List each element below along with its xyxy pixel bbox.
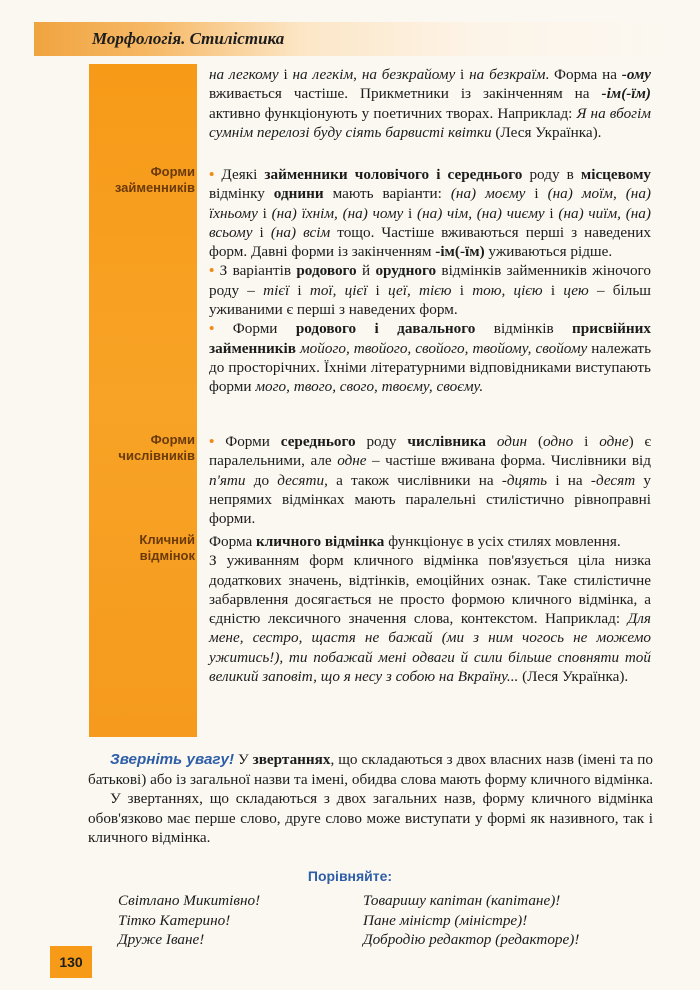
compare-title: Порівняйте:: [307, 868, 393, 884]
sidebar-label-pronouns: Форми займенників: [114, 164, 195, 195]
intro-paragraph: [209, 65, 651, 142]
compare-right-item: Товаришу капітан (капітане)!: [363, 892, 561, 909]
sidebar-label-vocative: Кличний відмінок: [139, 532, 195, 563]
sidebar-label-numerals: Форми числівників: [118, 432, 195, 463]
compare-right-item: Пане міністр (міністре)!: [363, 911, 528, 929]
numerals-paragraph: • Форми середнього роду числівника один (одно і одне) є паралельними, але одне – частіше вживана форма. Числівники від п'яти до десяти, а також числівники на -дцять і на -десят у непрямих відмінках мають паралельні стилістично рівноправні форми.: [209, 433, 652, 528]
vocative-section: [209, 532, 651, 686]
attention-paragraph-1: Зверніть увагу! У звертаннях, що складаються з двох власних назв (імені та по батькові) або із загальної назви та імені, обидва слова мають форму кличного відмінка.: [88, 751, 653, 788]
vocative-paragraph-2: З уживанням форм кличного відмінка пов'язується ціла низка додаткових значень, відтінків, емоційних ознак. Таке стилістичне забарвлення досягається не просто формою кличного відмінка, а єдністю лексичного значення слова, контекстом. Наприклад: Для мене, сестро, щастя не бажай (ми з ним чогось не можемо ужитись!), ти побажай мені одваги й сили більше сповняти той великий заповіт, що я несу з собою на Вкраїну... (Леся Українка).: [209, 552, 651, 686]
pronouns-paragraph-1: • Деякі займенники чоловічого і середнього роду в місцевому відмінку однини мають варіанти: (на) моєму і (на) моїм, (на) їхньому і (на) їхнім, (на) чому і (на) чім, (на) чиєму і (на) чиїм, (на) всьому і (на) всім тощо. Частіше вживаються перші з наведених форм. Давні форми із закінченням -ім(-їм) уживаються рідше.: [209, 166, 652, 261]
bullet-icon: •: [209, 433, 215, 450]
compare-right-item: Добродію редактор (редакторе)!: [363, 931, 580, 949]
attention-note: [88, 750, 653, 848]
pronouns-paragraph-3: • Форми родового і давального відмінків присвійних займенників мойого, твойого, свойого, твойому, свойому належать до просторічних. Їхніми літературними відповідниками виступають форми мого, твого, свого, твоєму, своєму.: [209, 320, 651, 396]
compare-left-column: [118, 891, 260, 950]
page-number: 130: [50, 946, 92, 978]
bullet-icon: •: [209, 262, 215, 280]
bullet-icon: •: [209, 166, 215, 183]
compare-left-item: Тітко Катерино!: [118, 911, 231, 929]
compare-right-column: [363, 891, 579, 950]
compare-left-item: Друже Іване!: [118, 931, 205, 949]
compare-left-item: Світлано Микитівно!: [118, 892, 261, 909]
attention-label: Зверніть увагу!: [110, 751, 235, 768]
pronouns-section: [209, 165, 651, 397]
intro-text: на легкому і на легкім, на безкрайому і на безкраїм. Форма на -ому вживається частіше. Прикметники із закінченням на -ім(-їм) активно функціонують у поетичних творах. Наприклад: Я на вбогім сумнім перелозі буду сіять барвисті квітки (Леся Українка).: [209, 66, 652, 141]
numerals-section: [209, 432, 651, 528]
bullet-icon: •: [209, 320, 215, 338]
vocative-paragraph-1: Форма кличного відмінка функціонує в усіх стилях мовлення.: [209, 533, 621, 550]
pronouns-paragraph-2: • З варіантів родового й орудного відмінків займенників жіночого роду – тієї і тої, цієї і цеї, тією і тою, цією і цею – більш уживаними є перші з наведених форм.: [209, 262, 651, 319]
attention-paragraph-2: У звертаннях, що складаються з двох загальних назв, форму кличного відмінка обов'язково має перше слово, друге слово може виступати у формі як називного, так і кличного відмінка.: [88, 790, 653, 847]
page-header-title: Морфологія. Стилістика: [92, 29, 285, 48]
